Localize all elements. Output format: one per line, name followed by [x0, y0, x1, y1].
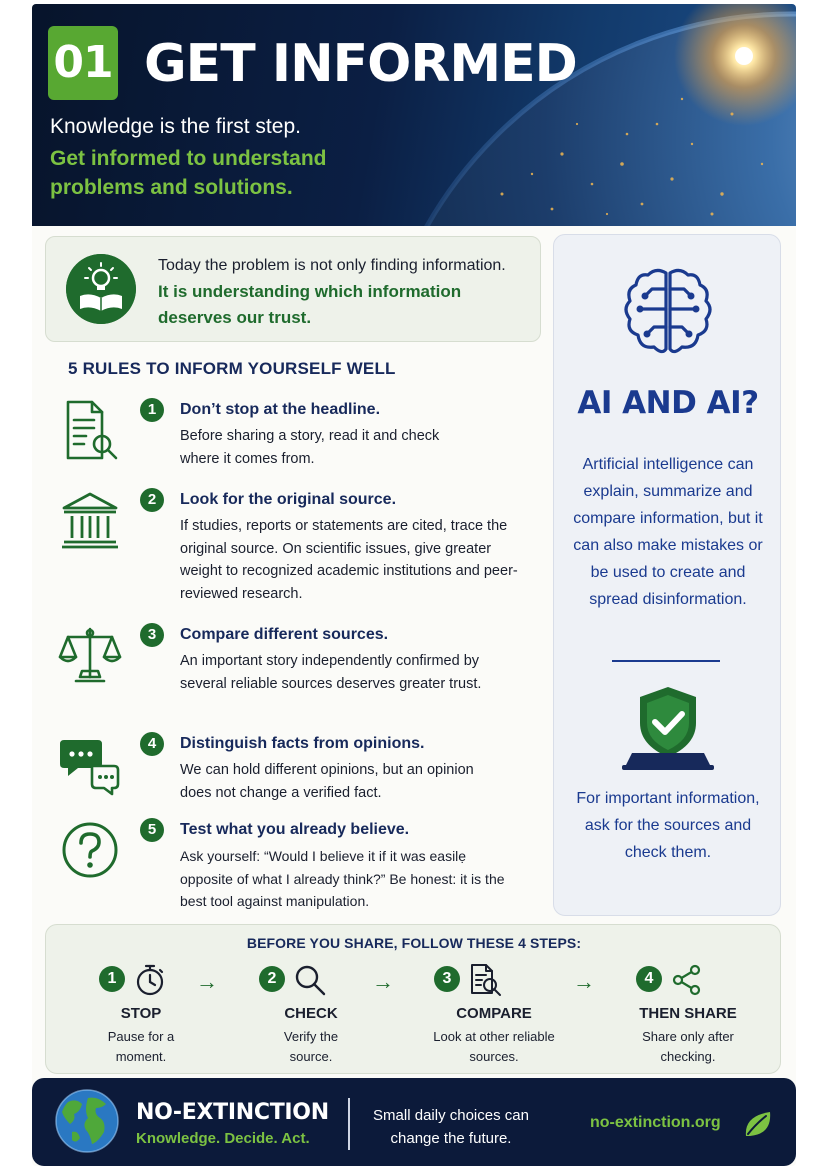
- rule-heading: Distinguish facts from opinions.: [180, 735, 425, 752]
- step-description: Look at other reliable sources.: [433, 1029, 555, 1064]
- rule-body: Before sharing a story, read it and check where it comes from.: [180, 428, 440, 467]
- rule-body: We can hold different opinions, but an opinion does not change a verified fact.: [180, 762, 474, 801]
- share-icon: [670, 963, 704, 997]
- rule-body: If studies, reports or statements are cited, trace the original source. On scientific issues, give greater weight to recognized academic institutions and peer-reviewed research.: [180, 518, 518, 602]
- rule-body: An important story independently confirmed by several reliable sources deserves greater trust.: [180, 653, 482, 692]
- ai-description: Artificial intelligence can explain, summarize and compare information, but it can also make mistakes or be used to create and spread disinformation.: [573, 456, 763, 608]
- step-label: THEN SHARE: [639, 1005, 737, 1022]
- page-title: GET INFORMED: [144, 34, 577, 94]
- hero-banner: [32, 4, 796, 226]
- step-label: COMPARE: [456, 1005, 532, 1022]
- rule-number: 1: [140, 398, 164, 422]
- intro-box: [45, 236, 541, 342]
- footer: [32, 1078, 796, 1166]
- rule-heading: Compare different sources.: [180, 626, 389, 643]
- arrow-icon: →: [196, 969, 218, 994]
- arrow-icon: →: [372, 969, 394, 994]
- rule-number: 4: [140, 732, 164, 756]
- step-number: 4: [636, 966, 662, 992]
- ai-title: AI AND AI?: [577, 385, 759, 421]
- magnifier-icon: [293, 963, 327, 997]
- hero-subtitle: Knowledge is the first step.: [50, 115, 301, 138]
- stopwatch-icon: [133, 963, 167, 997]
- intro-text: Today the problem is not only finding information.: [158, 257, 506, 274]
- rule-number: 2: [140, 488, 164, 512]
- step-description: Verify the source.: [283, 1029, 339, 1064]
- document-compare-icon: [468, 963, 502, 997]
- step-item: [424, 963, 564, 1073]
- rule-number: 5: [140, 818, 164, 842]
- leaf-icon: [742, 1108, 774, 1140]
- rule-heading: Look for the original source.: [180, 491, 397, 508]
- step-item: [71, 963, 211, 1073]
- step-description: Pause for a moment.: [107, 1029, 175, 1064]
- footer-message: Small daily choices can change the future.: [373, 1107, 529, 1147]
- step-number: 2: [259, 966, 285, 992]
- rule-heading: Test what you already believe.: [180, 821, 410, 838]
- rule-body: Ask yourself: “Would I believe it if it was easilẹ opposite of what I already think?” Be honest: it is the best tool against manipulation.: [180, 848, 505, 909]
- brand-tagline: Knowledge. Decide. Act.: [136, 1130, 310, 1147]
- section-number-badge: 01: [48, 26, 118, 100]
- divider: [348, 1098, 350, 1150]
- brand-name: NO-EXTINCTION: [136, 1100, 329, 1125]
- institution-icon: [58, 488, 122, 552]
- divider: [612, 660, 720, 662]
- brain-circuit-icon: [620, 265, 716, 361]
- step-item: [241, 963, 381, 1073]
- globe-icon: [54, 1088, 120, 1154]
- scales-icon: [58, 623, 122, 687]
- step-number: 1: [99, 966, 125, 992]
- shield-check-icon: [618, 683, 718, 775]
- rule-number: 3: [140, 623, 164, 647]
- step-number: 3: [434, 966, 460, 992]
- intro-emphasis: It is understanding which information deserves our trust.: [158, 282, 462, 327]
- arrow-icon: →: [573, 969, 595, 994]
- step-label: STOP: [120, 1005, 162, 1022]
- step-description: Share only after checking.: [642, 1029, 734, 1064]
- steps-title: BEFORE YOU SHARE, FOLLOW THESE 4 STEPS:: [246, 935, 582, 951]
- poster: [32, 4, 796, 1166]
- share-steps-box: [45, 924, 781, 1074]
- step-label: CHECK: [284, 1005, 338, 1022]
- rules-title: 5 RULES TO INFORM YOURSELF WELL: [68, 359, 396, 378]
- ai-advice: For important information, ask for the sources and check them.: [576, 790, 760, 861]
- question-icon: [58, 818, 122, 882]
- document-search-icon: [58, 398, 122, 462]
- lightbulb-book-icon: [66, 254, 136, 324]
- ai-side-panel: [553, 234, 781, 916]
- chat-bubbles-icon: [58, 732, 122, 796]
- hero-tagline: Get informed to understand problems and solutions.: [50, 147, 327, 199]
- website-link[interactable]: no-extinction.org: [590, 1114, 721, 1131]
- rule-heading: Don’t stop at the headline.: [180, 401, 381, 418]
- step-item: [618, 963, 758, 1073]
